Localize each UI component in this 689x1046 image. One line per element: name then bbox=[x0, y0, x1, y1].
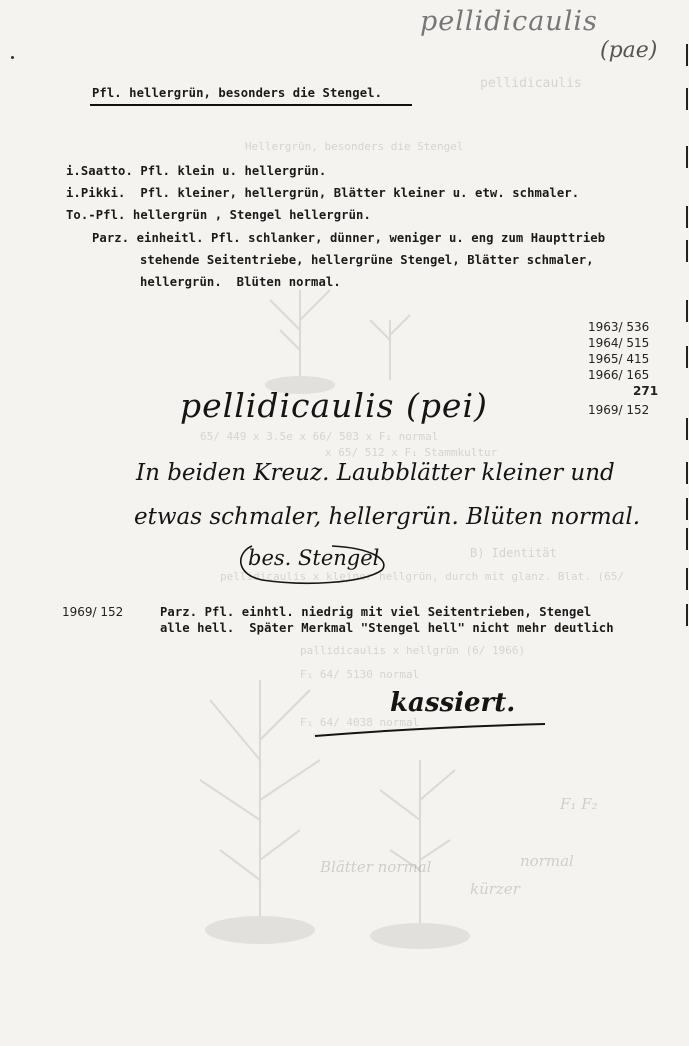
handwritten-remark-circled: bes. Stengel bbox=[248, 546, 380, 570]
bleed-hand-4: normal bbox=[520, 852, 574, 870]
handwritten-cancelled: kassiert. bbox=[390, 688, 516, 718]
margin-mark bbox=[686, 300, 688, 322]
bleed-text-3: 65/ 449 x 3.5e x 66/ 503 x F₁ normal bbox=[200, 430, 439, 443]
typed-line-pikki: i.Pikki. Pfl. kleiner, hellergrün, Blätter kleiner u. etw. schmaler. bbox=[66, 186, 580, 200]
note-line-2: alle hell. Später Merkmal "Stengel hell" nicht mehr deutlich bbox=[160, 621, 614, 635]
bleed-text-9: F₁ 64/ 4038 normal bbox=[300, 716, 420, 729]
margin-mark bbox=[686, 146, 688, 168]
stray-dot bbox=[11, 56, 14, 59]
bleed-text-7: pallidicaulis x hellgrün (6/ 1966) bbox=[300, 644, 526, 657]
bleed-hand-2: Blätter normal bbox=[320, 858, 432, 876]
margin-mark bbox=[686, 240, 688, 262]
margin-mark bbox=[686, 206, 688, 228]
handwritten-top-name: pellidicaulis bbox=[420, 6, 598, 37]
margin-mark bbox=[686, 528, 688, 550]
margin-mark bbox=[686, 44, 688, 66]
bleed-text-8: F₁ 64/ 5130 normal bbox=[300, 668, 420, 681]
note-line-1: Parz. Pfl. einhtl. niedrig mit viel Seitentrieben, Stengel bbox=[160, 605, 592, 619]
handwritten-remark-line1: In beiden Kreuz. Laubblätter kleiner und bbox=[136, 460, 615, 486]
typed-line-saatto: i.Saatto. Pfl. klein u. hellergrün. bbox=[66, 164, 327, 178]
margin-mark bbox=[686, 498, 688, 520]
year-1966: 1966/ 165 bbox=[588, 368, 650, 382]
bleed-text-6: pellidicaulis x kleiner hellgrün, durch mit glanz. Blat. (65/ bbox=[220, 570, 624, 583]
typed-line-blueten: hellergrün. Blüten normal. bbox=[140, 275, 341, 289]
bleed-text-4: x 65/ 512 x F₁ Stammkultur bbox=[325, 446, 498, 459]
margin-mark bbox=[686, 604, 688, 626]
margin-mark bbox=[686, 462, 688, 484]
bleed-text-5: B) Identität bbox=[470, 546, 557, 560]
bleed-text-1: pellidicaulis bbox=[480, 76, 582, 91]
margin-mark bbox=[686, 568, 688, 590]
year-1963: 1963/ 536 bbox=[588, 320, 650, 334]
year-1964: 1964/ 515 bbox=[588, 336, 650, 350]
bleed-hand-1: F₁ F₂ bbox=[560, 795, 598, 813]
handwritten-remark-line2: etwas schmaler, hellergrün. Blüten normal. bbox=[134, 504, 641, 530]
handwritten-name: pellidicaulis (pei) bbox=[180, 386, 488, 425]
year-1965: 1965/ 415 bbox=[588, 352, 650, 366]
typed-line-topfl: To.-Pfl. hellergrün , Stengel hellergrün. bbox=[66, 208, 371, 222]
cancelled-underline bbox=[310, 720, 550, 740]
year-extra: 271 bbox=[633, 384, 659, 398]
bleed-text-2: Hellergrün, besonders die Stengel bbox=[245, 140, 464, 153]
bleed-hand-3: kürzer bbox=[470, 880, 520, 898]
note-year: 1969/ 152 bbox=[62, 605, 124, 619]
margin-mark bbox=[686, 418, 688, 440]
header-text: Pfl. hellergrün, besonders die Stengel. bbox=[92, 86, 383, 100]
margin-mark bbox=[686, 88, 688, 110]
margin-mark bbox=[686, 346, 688, 368]
header-underline bbox=[90, 104, 412, 106]
handwritten-top-paren: (pae) bbox=[600, 38, 658, 63]
year-1969: 1969/ 152 bbox=[588, 403, 650, 417]
typed-line-parz: Parz. einheitl. Pfl. schlanker, dünner, weniger u. eng zum Haupttrieb bbox=[92, 231, 606, 245]
typed-line-seitentriebe: stehende Seitentriebe, hellergrüne Stengel, Blätter schmaler, bbox=[140, 253, 594, 267]
